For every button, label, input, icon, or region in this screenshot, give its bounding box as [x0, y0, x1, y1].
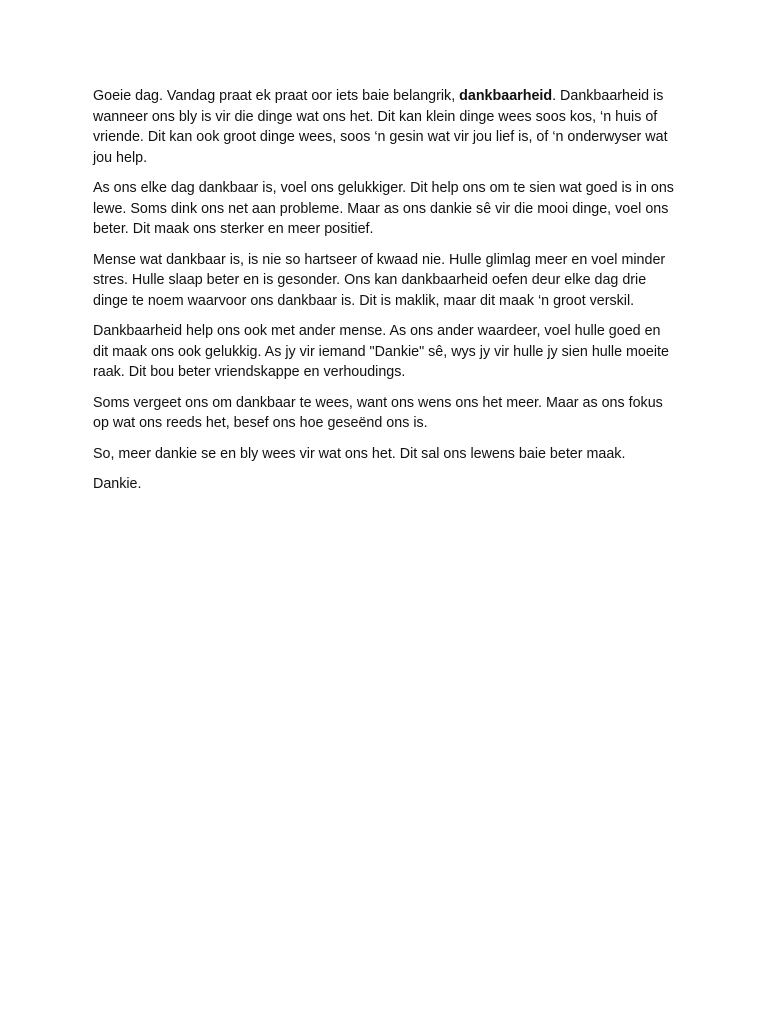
document-body: [93, 86, 677, 505]
paragraph-3: Mense wat dankbaar is, is nie so hartseer of kwaad nie. Hulle glimlag meer en voel minder stres. Hulle slaap beter en is gesonder. Ons kan dankbaarheid oefen deur elke dag drie dinge te noem waarvoor ons dankbaar is. Dit is maklik, maar dit maak ‘n groot verskil.: [93, 251, 666, 309]
closing-line: Dankie.: [93, 476, 142, 492]
paragraph-5: Soms vergeet ons om dankbaar te wees, want ons wens ons het meer. Maar as ons fokus op wat ons reeds het, besef ons hoe geseënd ons is.: [93, 394, 663, 431]
paragraph-2: As ons elke dag dankbaar is, voel ons gelukkiger. Dit help ons om te sien wat goed is in ons lewe. Soms dink ons net aan probleme. Maar as ons dankie sê vir die mooi dinge, voel ons beter. Dit maak ons sterker en meer positief.: [93, 180, 674, 237]
intro-text-after: . Dankbaarheid is wanneer ons bly is vir die dinge wat ons het. Dit kan klein dinge wees soos kos, ‘n huis of vriende. Dit kan ook groot dinge wees, soos ‘n gesin wat vir jou lief is, of ‘n onderwyser wat jou help.: [93, 88, 668, 166]
paragraph-intro: [93, 86, 677, 168]
intro-bold-keyword: dankbaarheid: [459, 88, 553, 104]
paragraph-6: So, meer dankie se en bly wees vir wat ons het. Dit sal ons lewens baie beter maak.: [93, 445, 626, 462]
paragraph-4: Dankbaarheid help ons ook met ander mense. As ons ander waardeer, voel hulle goed en dit maak ons ook gelukkig. As jy vir iemand "Dankie" sê, wys jy vir hulle jy sien hulle moeite raak. Dit bou beter vriendskappe en verhoudings.: [93, 323, 669, 380]
intro-text-before: Goeie dag. Vandag praat ek praat oor iets baie belangrik,: [93, 88, 460, 104]
